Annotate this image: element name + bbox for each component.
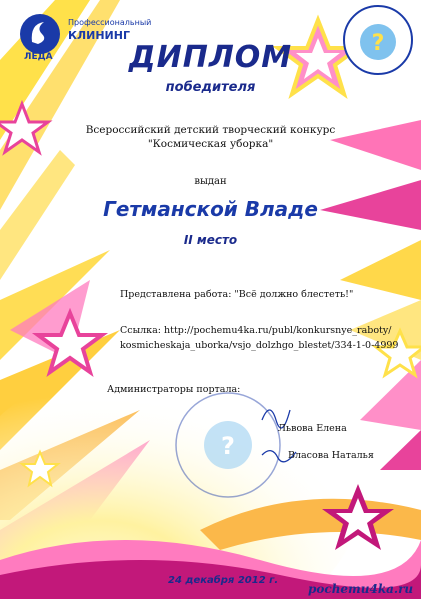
svg-text:?: ? bbox=[221, 432, 235, 460]
svg-text:?: ? bbox=[371, 31, 385, 56]
brand-cleaning-label: КЛИНИНГ bbox=[68, 29, 130, 42]
contest-line-2: "Космическая уборка" bbox=[147, 138, 274, 150]
contest-description bbox=[0, 123, 421, 151]
admins-label: Администраторы портала: bbox=[107, 384, 241, 395]
admin-name-1: Львова Елена bbox=[278, 423, 347, 434]
contest-line-1: Всероссийский детский творческий конкурс bbox=[85, 124, 336, 136]
issue-date: 24 декабря 2012 г. bbox=[168, 575, 279, 586]
winner-place: II место bbox=[183, 233, 238, 247]
admin-name-2: Власова Наталья bbox=[288, 450, 374, 461]
issued-to-label: выдан bbox=[194, 176, 227, 187]
work-link-line-2[interactable]: kosmicheskaja_uborka/vsjo_dolzhgo_blestet/334-1-0-4999 bbox=[120, 340, 399, 351]
diploma-subtitle: победителя bbox=[165, 80, 256, 95]
brand-leda-label: ЛЕДА bbox=[24, 52, 53, 62]
brand-professional-label: Профессиональный bbox=[68, 18, 152, 27]
winner-name: Гетманской Владе bbox=[103, 197, 318, 221]
diploma-title: ДИПЛОМ bbox=[128, 40, 293, 75]
site-name[interactable]: pochemu4ka.ru bbox=[308, 582, 414, 596]
work-link[interactable] bbox=[120, 323, 398, 353]
work-link-line-1[interactable]: Ссылка: http://pochemu4ka.ru/publ/konkursnye_raboty/ bbox=[120, 325, 392, 336]
submitted-work: Представлена работа: "Всё должно блестеть!" bbox=[120, 289, 354, 300]
